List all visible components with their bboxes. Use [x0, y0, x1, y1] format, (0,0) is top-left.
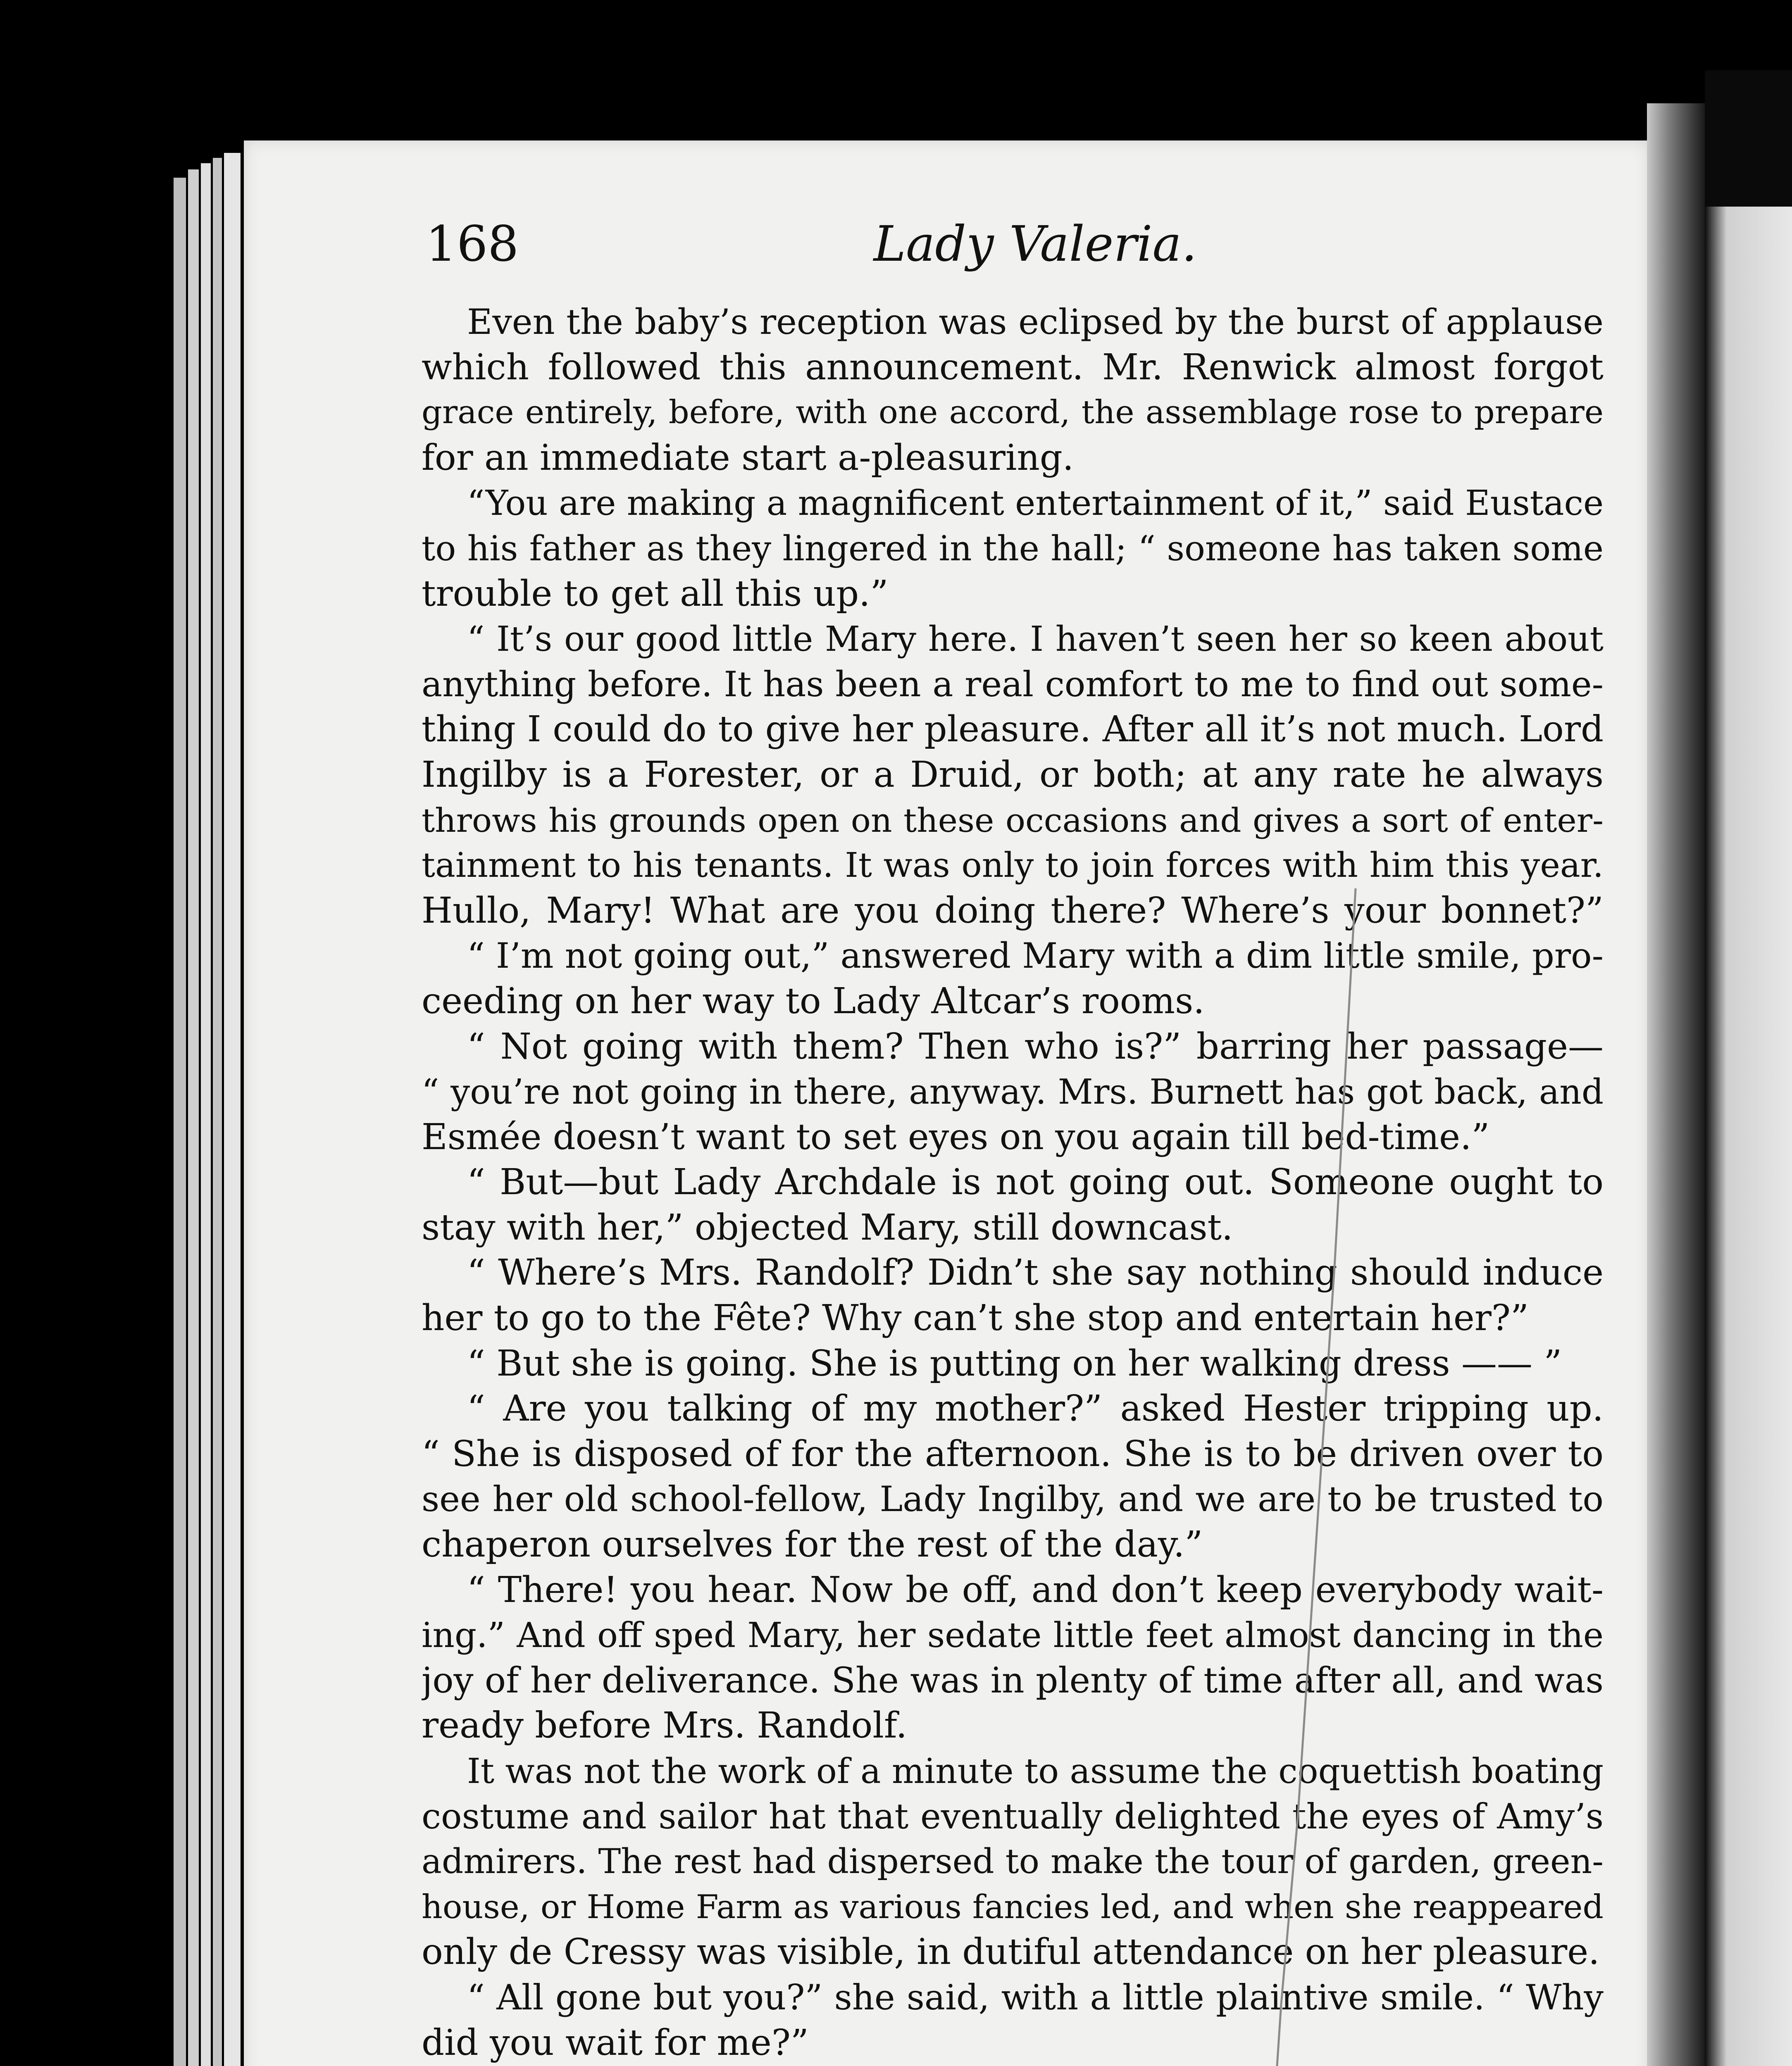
text-line: house, or Home Farm as various fancies led, and when she reappeared: [422, 1887, 1604, 1926]
text-line: costume and sailor hat that eventually delighted the eyes of Amy’s: [422, 1796, 1604, 1837]
book-page: [244, 140, 1649, 2066]
text-line: ready before Mrs. Randolf.: [422, 1705, 907, 1747]
text-line: trouble to get all this up.”: [422, 573, 889, 614]
text-line: “ Where’s Mrs. Randolf? Didn’t she say nothing should induce: [467, 1252, 1604, 1294]
text-line: admirers. The rest had dispersed to make the tour of garden, green-: [422, 1842, 1604, 1882]
text-line: “You are making a magnificent entertainment of it,” said Eustace: [467, 483, 1604, 524]
text-line: “ There! you hear. Now be off, and don’t keep everybody wait-: [467, 1569, 1604, 1611]
page-edge: [224, 153, 241, 2066]
text-line: to his father as they lingered in the hall; “ someone has taken some: [422, 528, 1604, 569]
scan-shadow: [1705, 70, 1792, 207]
text-line: tainment to his tenants. It was only to join forces with him this year.: [422, 846, 1604, 885]
text-line: only de Cressy was visible, in dutiful attendance on her pleasure.: [422, 1931, 1600, 1973]
text-line: It was not the work of a minute to assume the coquettish boating: [467, 1751, 1604, 1791]
text-line: grace entirely, before, with one accord, the assemblage rose to prepare: [422, 394, 1604, 431]
text-line: “ Not going with them? Then who is?” barring her passage—: [467, 1026, 1604, 1067]
text-line: ceeding on her way to Lady Altcar’s rooms.: [422, 980, 1205, 1022]
body-text: [422, 300, 1604, 2066]
text-line: for an immediate start a-pleasuring.: [422, 437, 1074, 478]
page-number: 168: [426, 215, 519, 272]
text-line: did you wait for me?”: [422, 2022, 809, 2064]
text-line: “ She is disposed of for the afternoon. She is to be driven over to: [422, 1433, 1604, 1475]
text-line: “ you’re not going in there, anyway. Mrs. Burnett has got back, and: [422, 1072, 1604, 1112]
text-line: ing.” And off sped Mary, her sedate little feet almost dancing in the: [422, 1615, 1604, 1656]
text-line: see her old school-fellow, Lady Ingilby, and we are to be trusted to: [422, 1479, 1604, 1520]
text-line: “ Are you talking of my mother?” asked Hester tripping up.: [467, 1388, 1604, 1430]
text-line: “ It’s our good little Mary here. I haven’t seen her so keen about: [467, 619, 1604, 659]
text-line: Hullo, Mary! What are you doing there? Where’s your bonnet?”: [422, 890, 1604, 931]
page-edge: [174, 178, 186, 2066]
page-edge: [201, 163, 211, 2066]
book-gutter: [1647, 103, 1705, 2066]
text-line: chaperon ourselves for the rest of the day.”: [422, 1524, 1203, 1566]
running-title: Lady Valeria.: [873, 215, 1197, 272]
text-line: “ I’m not going out,” answered Mary with a dim little smile, pro-: [467, 935, 1604, 976]
text-line: her to go to the Fête? Why can’t she stop and entertain her?”: [422, 1297, 1529, 1339]
text-line: “ All gone but you?” she said, with a little plaintive smile. “ Why: [467, 1977, 1604, 2018]
text-line: Esmée doesn’t want to set eyes on you again till bed-time.”: [422, 1116, 1490, 1158]
text-line: “ But—but Lady Archdale is not going out. Someone ought to: [467, 1162, 1604, 1203]
next-page-edge: [1705, 70, 1792, 2066]
text-line: thing I could do to give her pleasure. After all it’s not much. Lord: [422, 709, 1604, 750]
page-header: [426, 209, 1645, 279]
text-line: throws his grounds open on these occasions and gives a sort of enter-: [422, 801, 1604, 840]
page-edge: [213, 158, 222, 2066]
text-line: anything before. It has been a real comfort to me to find out some-: [422, 664, 1604, 705]
text-line: Even the baby’s reception was eclipsed by the burst of applause: [467, 302, 1604, 342]
text-line: “ But she is going. She is putting on her walking dress —— ”: [467, 1342, 1562, 1384]
text-line: stay with her,” objected Mary, still downcast.: [422, 1207, 1233, 1248]
text-line: Ingilby is a Forester, or a Druid, or both; at any rate he always: [422, 754, 1604, 795]
page-edge: [188, 169, 199, 2066]
text-line: which followed this announcement. Mr. Renwick almost forgot: [422, 346, 1604, 388]
text-line: joy of her deliverance. She was in plenty of time after all, and was: [422, 1660, 1604, 1701]
